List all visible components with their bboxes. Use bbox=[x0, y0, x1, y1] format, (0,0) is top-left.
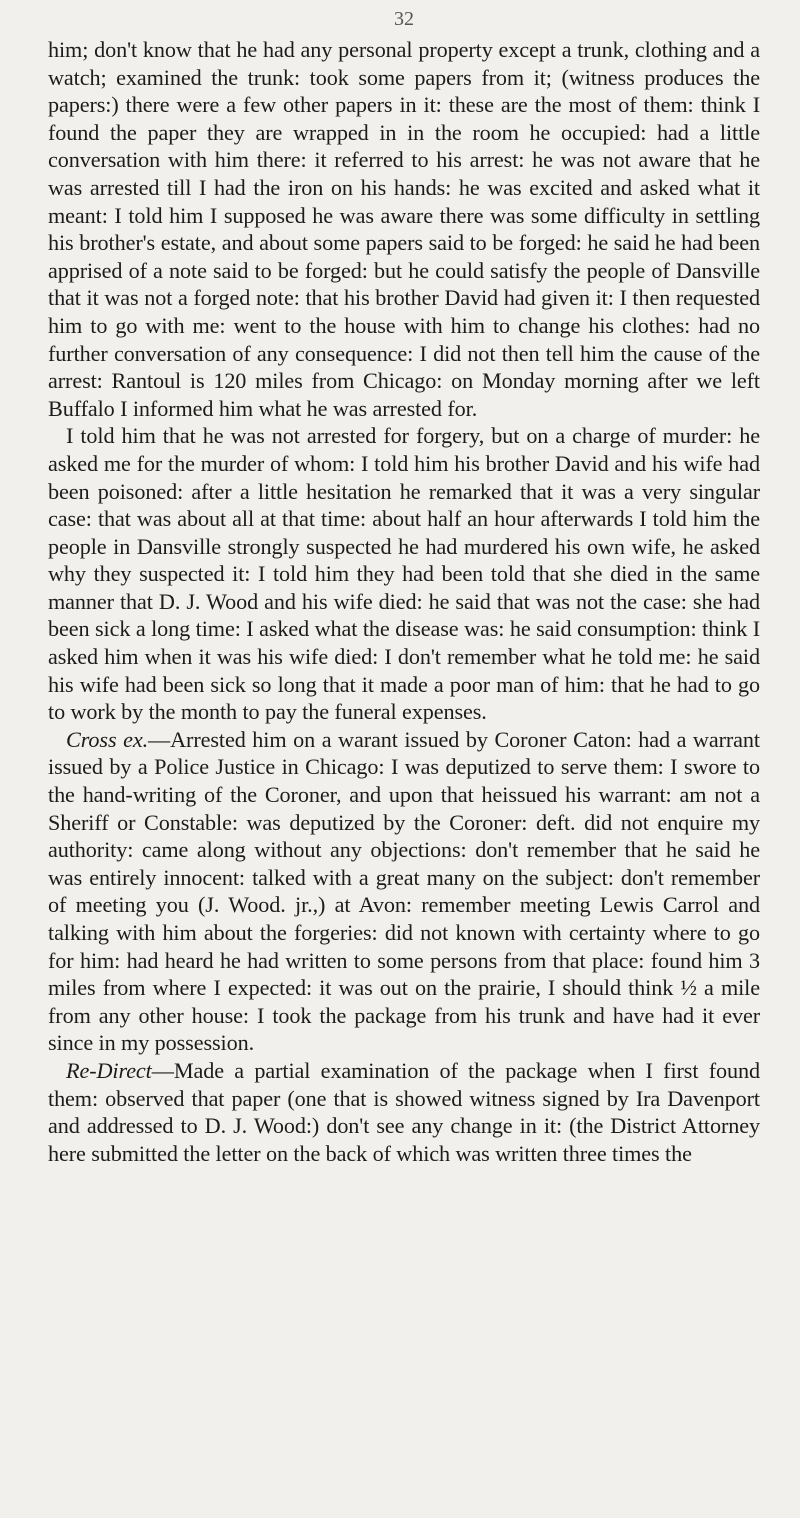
page-number: 32 bbox=[394, 8, 414, 30]
re-direct-heading: Re-Direct bbox=[66, 1057, 152, 1083]
paragraph-1-text: him; don't know that he had any personal property except a trunk, clothing and a watch; examined the trunk: took some papers from it; (witness produces the papers:) there were a few other papers in it: these are the most of them: think I found the paper they are wrapped in in the room he occupied: had a little conversation with him there: it referred to his arrest: he was not aware that he was arrested till I had the iron on his hands: he was excited and asked what it meant: I told him I supposed he was aware there was some difficulty in settling his brother's estate, and about some papers said to be forged: he said he had been apprised of a note said to be forged: but he could satisfy the people of Dansville that it was not a forged note: that his brother David had given it: I then requested him to go with me: went to the house with him to change his clothes: had no further conversation of any consequence: I did not then tell him the cause of the arrest: Rantoul is 120 miles from Chicago: on Monday morning after we left Buffalo I informed him what he was arrested for. bbox=[48, 37, 760, 421]
paragraph-2 bbox=[48, 422, 760, 726]
re-direct-text: —Made a partial examination of the package when I first found them: observed that paper (one that is showed witness signed by Ira Davenport and addressed to D. J. Wood:) don't see any change in it: (the District Attorney here submitted the letter on the back of which was written three times the bbox=[48, 1057, 760, 1166]
cross-examination-heading: Cross ex. bbox=[66, 726, 149, 752]
paragraph-2-text: I told him that he was not arrested for forgery, but on a charge of murder: he asked me for the murder of whom: I told him his brother David and his wife had been poisoned: after a little hesitation he remarked that it was a very singular case: that was about all at that time: about half an hour afterwards I told him the people in Dansville strongly suspected he had murdered his own wife, he asked why they suspected it: I told him they had been told that she died in the same manner that D. J. Wood and his wife died: he said that was not the case: she had been sick a long time: I asked what the disease was: he said consumption: think I asked him when it was his wife died: I don't remember what he told me: he said his wife had been sick so long that it made a poor man of him: that he had to go to work by the month to pay the funeral expenses. bbox=[48, 423, 760, 725]
paragraph-re-direct bbox=[48, 1057, 760, 1167]
paragraph-1 bbox=[48, 36, 760, 422]
cross-examination-text: —Arrested him on a warant issued by Coroner Caton: had a warrant issued by a Police Justice in Chicago: I was deputized to serve them: I swore to the hand-writing of the Coroner, and upon that heissued his warrant: am not a Sheriff or Constable: was deputized by the Coroner: deft. did not enquire my authority: came along without any objections: don't remember that he said he was entirely innocent: talked with a great many on the subject: don't remember of meeting you (J. Wood. jr.,) at Avon: remember meeting Lewis Carrol and talking with him about the forgeries: did not known with certainty where to go for him: had heard he had written to some persons from that place: found him 3 miles from where I expected: it was out on the prairie, I should think ½ a mile from any other house: I took the package from his trunk and have had it ever since in my possession. bbox=[48, 726, 760, 1056]
paragraph-cross-examination bbox=[48, 726, 760, 1057]
